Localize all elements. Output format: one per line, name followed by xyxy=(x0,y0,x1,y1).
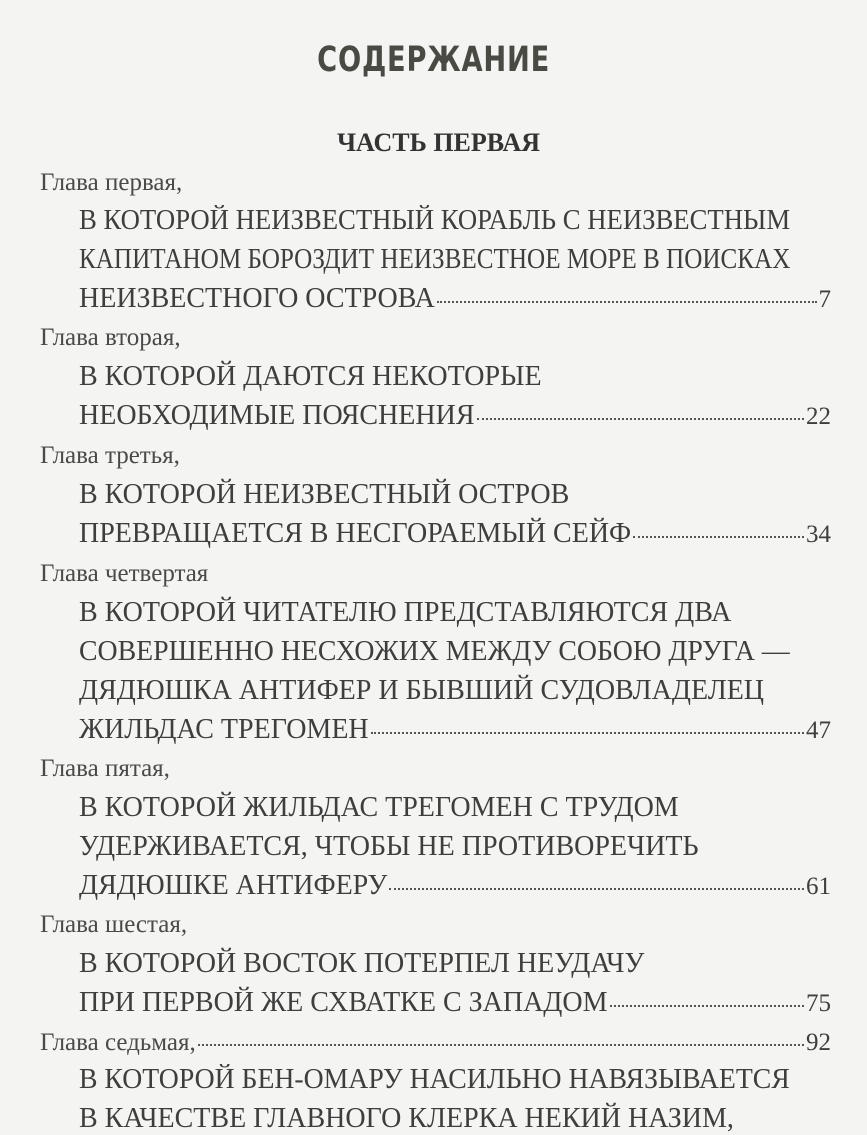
chapter-title-line: ПРИ ПЕРВОЙ ЖЕ СХВАТКЕ С ЗАПАДОМ xyxy=(79,987,608,1018)
page-number: 61 xyxy=(806,873,831,900)
dot-leader xyxy=(371,731,804,734)
chapter-label: Глава седьмая, xyxy=(40,1029,196,1056)
toc-entry-leader xyxy=(79,987,831,1020)
chapter-title-line: СОВЕРШЕННО НЕСХОЖИХ МЕЖДУ СОБОЮ ДРУГА — xyxy=(79,636,790,667)
dot-leader xyxy=(477,417,804,420)
page-number: 47 xyxy=(806,717,831,744)
chapter-title-line: КАПИТАНОМ БОРОЗДИТ НЕИЗВЕСТНОЕ МОРЕ В ПОИСКАХ xyxy=(79,244,791,275)
chapter-label: Глава третья, xyxy=(40,442,180,469)
chapter-title-line: В КОТОРОЙ ДАЮТСЯ НЕКОТОРЫЕ xyxy=(79,361,542,392)
dot-leader xyxy=(437,300,817,303)
chapter-title-line: НЕОБХОДИМЫЕ ПОЯСНЕНИЯ xyxy=(79,400,475,431)
toc-entry-leader xyxy=(79,714,831,747)
dot-leader xyxy=(633,535,804,538)
chapter-title-line: В КОТОРОЙ БЕН-ОМАРУ НАСИЛЬНО НАВЯЗЫВАЕТСЯ xyxy=(79,1064,790,1095)
chapter-title-line: ЖИЛЬДАС ТРЕГОМЕН xyxy=(79,714,369,745)
page-title: СОДЕРЖАНИЕ xyxy=(317,40,551,80)
toc-entry-leader xyxy=(79,870,831,903)
chapter-label: Глава пятая, xyxy=(40,755,170,782)
dot-leader xyxy=(198,1043,804,1046)
page-number: 92 xyxy=(806,1029,831,1056)
dot-leader xyxy=(610,1004,804,1007)
toc-entry-leader xyxy=(79,400,831,433)
page-number: 22 xyxy=(806,403,831,430)
chapter-label: Глава четвертая xyxy=(40,560,209,587)
chapter-title-line: В КОТОРОЙ НЕИЗВЕСТНЫЙ КОРАБЛЬ С НЕИЗВЕСТНЫМ xyxy=(79,205,791,236)
chapter-title-line: ПРЕВРАЩАЕТСЯ В НЕСГОРАЕМЫЙ СЕЙФ xyxy=(79,518,632,549)
chapter-label: Глава вторая, xyxy=(40,324,181,351)
page-number: 7 xyxy=(818,286,831,313)
toc-entry-leader xyxy=(79,283,831,316)
toc-entry-leader xyxy=(40,1027,831,1059)
chapter-label: Глава первая, xyxy=(40,169,183,196)
chapter-title-line: В КОТОРОЙ ВОСТОК ПОТЕРПЕЛ НЕУДАЧУ xyxy=(79,948,645,979)
chapter-title-line: В КАЧЕСТВЕ ГЛАВНОГО КЛЕРКА НЕКИЙ НАЗИМ, xyxy=(79,1103,734,1134)
chapter-label: Глава шестая, xyxy=(40,911,188,938)
chapter-title-line: В КОТОРОЙ НЕИЗВЕСТНЫЙ ОСТРОВ xyxy=(79,479,570,510)
toc-entry-leader xyxy=(79,518,831,551)
chapter-title-line: УДЕРЖИВАЕТСЯ, ЧТОБЫ НЕ ПРОТИВОРЕЧИТЬ xyxy=(79,831,699,862)
dot-leader xyxy=(389,887,804,890)
chapter-title-line: ДЯДЮШКА АНТИФЕР И БЫВШИЙ СУДОВЛАДЕЛЕЦ xyxy=(79,675,765,706)
chapter-title-line: В КОТОРОЙ ЖИЛЬДАС ТРЕГОМЕН С ТРУДОМ xyxy=(79,792,679,823)
chapter-title-line: НЕИЗВЕСТНОГО ОСТРОВА xyxy=(79,283,435,314)
chapter-title-line: В КОТОРОЙ ЧИТАТЕЛЮ ПРЕДСТАВЛЯЮТСЯ ДВА xyxy=(79,597,732,628)
page-number: 34 xyxy=(806,521,831,548)
page-number: 75 xyxy=(806,990,831,1017)
chapter-title-line: ДЯДЮШКЕ АНТИФЕРУ xyxy=(79,870,388,901)
part-heading: ЧАСТЬ ПЕРВАЯ xyxy=(336,128,541,157)
